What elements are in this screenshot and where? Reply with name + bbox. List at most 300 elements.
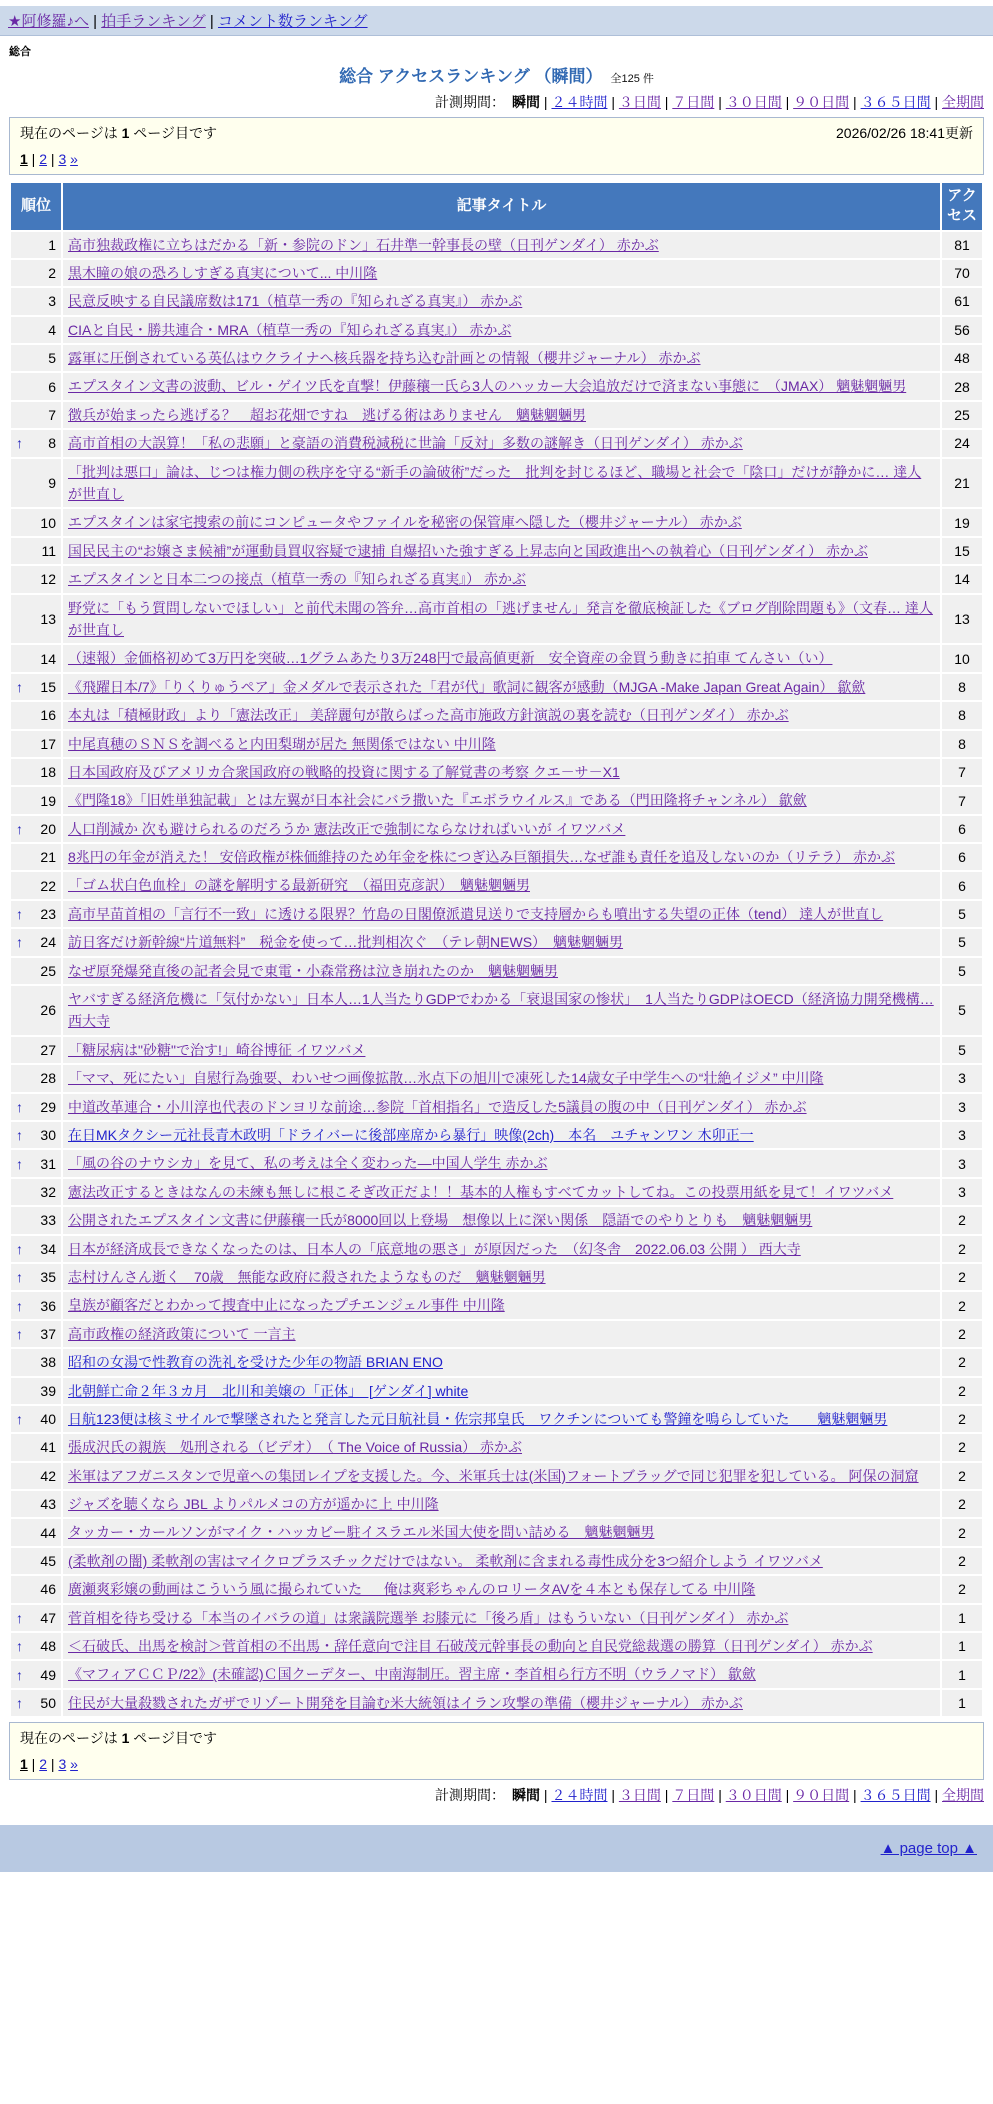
table-row [10, 1036, 983, 1064]
rank-cell [10, 1064, 62, 1092]
access-count: 81 [941, 231, 983, 259]
access-count: 1 [941, 1689, 983, 1717]
table-row [10, 1632, 983, 1660]
page-title: 総合 アクセスランキング （瞬間） [339, 67, 603, 86]
article-link[interactable]: 中尾真穂のＳＮＳを調べると内田梨瑚が居た 無関係ではない 中川隆 [68, 735, 496, 752]
access-count: 8 [941, 730, 983, 758]
rank-up-icon: ↑ [16, 1609, 23, 1626]
rank-number: 29 [40, 1098, 56, 1115]
rank-up-icon: ↑ [16, 1098, 23, 1115]
table-row [10, 758, 983, 786]
period-link[interactable]: 全期間 [942, 1787, 984, 1804]
rank-number: 17 [40, 735, 56, 752]
article-link[interactable]: 「批判は悪口」論は、じつは権力側の秩序を守る“新手の論破術”だった 批判を封じるほど、職場と社会で「陰口」だけが静かに… 達人が世直し [68, 463, 922, 503]
rank-number: 20 [40, 820, 56, 837]
article-link[interactable]: CIAと自民・勝共連合・MRA（植草一秀の『知られざる真実』） 赤かぶ [68, 321, 512, 338]
rank-up-icon: ↑ [16, 1325, 23, 1342]
rank-up-icon: ↑ [16, 934, 23, 951]
title-cell [62, 1632, 941, 1660]
top-nav [0, 6, 993, 36]
access-count: 70 [941, 259, 983, 287]
article-link[interactable]: 日本国政府及びアメリカ合衆国政府の戦略的投資に関する了解覚書の考察 クエ－サ－X1 [68, 763, 620, 780]
title-cell [62, 1149, 941, 1177]
article-link[interactable]: 《門隆18》「旧姓単独記載」とは左翼が日本社会にバラ撒いた『エボラウイルス』である（門田隆将チャンネル） 歙歛 [68, 792, 807, 809]
access-count: 1 [941, 1632, 983, 1660]
rank-number: 37 [40, 1325, 56, 1342]
access-count: 3 [941, 1093, 983, 1121]
separator: | [27, 151, 40, 167]
nav-link[interactable]: 拍手ランキング [101, 13, 206, 30]
title-cell [62, 344, 941, 372]
article-link[interactable]: 8兆円の年金が消えた！ 安倍政権が株価維持のため年金を株につぎ込み巨額損失…なぜ誰も責任を追及しないのか（リテラ） 赤かぶ [68, 849, 896, 866]
title-column-header: 記事タイトル [62, 182, 941, 231]
access-count: 13 [941, 594, 983, 645]
pagination [20, 1756, 973, 1772]
title-cell [62, 1405, 941, 1433]
title-cell [62, 1490, 941, 1518]
title-cell [62, 1291, 941, 1319]
separator: | [540, 94, 552, 110]
period-current: 瞬間 [512, 1787, 541, 1804]
article-link[interactable]: 国民民主の“お嬢さま候補”が運動員買収容疑で逮捕 自爆招いた強すぎる上昇志向と国政進出への執着心（日刊ゲンダイ） 赤かぶ [68, 542, 868, 559]
access-count: 28 [941, 372, 983, 400]
rank-number: 1 [48, 236, 56, 253]
table-row [10, 594, 983, 645]
article-link[interactable]: 日本が経済成長できなくなったのは、日本人の「底意地の悪さ」が原因だった （幻冬舎 2022.06.03 公開 ） 西大寺 [68, 1240, 801, 1257]
title-cell [62, 1660, 941, 1688]
table-row [10, 701, 983, 729]
access-count: 25 [941, 401, 983, 429]
period-link[interactable]: ２４時間 [551, 94, 608, 110]
separator: | [27, 1756, 40, 1773]
article-link[interactable]: 黒木瞳の娘の恐ろしすぎる真実について... 中川隆 [68, 264, 378, 281]
title-cell [62, 1093, 941, 1121]
rank-cell [10, 843, 62, 871]
separator: | [930, 1787, 942, 1804]
access-count: 48 [941, 344, 983, 372]
separator: | [660, 94, 673, 110]
rank-number: 48 [40, 1638, 56, 1655]
title-cell [62, 1064, 941, 1092]
article-link[interactable]: 高市独裁政権に立ちはだかる「新・参院のドン」石井準一幹事長の壁（日刊ゲンダイ） 赤かぶ [68, 236, 659, 253]
rank-up-icon: ↑ [16, 1666, 23, 1683]
table-row [10, 1291, 983, 1319]
article-link[interactable]: 高市早苗首相の「言行不一致」に透ける限界？竹島の日閣僚派遣見送りで支持層からも噴出する失望の正体（tend） 達人が世直し [68, 905, 884, 922]
rank-up-icon: ↑ [16, 820, 23, 837]
article-link[interactable]: タッカー・カールソンがマイク・ハッカビー駐イスラエル米国大使を問い詰める 魑魅魍魎男 [68, 1524, 655, 1541]
rank-number: 46 [40, 1581, 56, 1598]
table-row [10, 429, 983, 457]
table-row [10, 1377, 983, 1405]
pagination-link[interactable]: 3 [58, 151, 67, 167]
article-link[interactable]: 在日MKタクシー元社長青木政明「ドライバーに後部座席から暴行」映像(2ch) 本名 ユチャンワン 木卯正一 [68, 1127, 754, 1143]
rank-up-icon: ↑ [16, 435, 23, 452]
period-link[interactable]: ３日間 [618, 1787, 661, 1804]
article-link[interactable]: 本丸は「積極財政」より「憲法改正」 美辞麗句が散らばった高市施政方針演説の裏を読む（日刊ゲンダイ） 赤かぶ [68, 707, 789, 724]
article-link[interactable]: ジャズを聴くなら JBL よりパルメコの方が遥かに上 中川隆 [68, 1496, 439, 1513]
period-link[interactable]: ３日間 [618, 94, 661, 110]
period-link[interactable]: ２４時間 [551, 1787, 608, 1804]
pagination-link[interactable]: 2 [39, 1756, 48, 1773]
rank-up-icon: ↑ [16, 1638, 23, 1655]
title-cell [62, 730, 941, 758]
rank-number: 25 [40, 962, 56, 979]
article-link[interactable]: 北朝鮮亡命２年３カ月 北川和美嬢の「正体」 [ゲンダイ] white [68, 1382, 469, 1399]
rank-cell [10, 871, 62, 899]
table-row [10, 1689, 983, 1717]
table-row [10, 287, 983, 315]
pagination-next-link[interactable]: » [70, 1756, 78, 1773]
article-link[interactable]: 高市政権の経済政策について 一言主 [68, 1325, 296, 1342]
table-row [10, 1263, 983, 1291]
rank-cell [10, 316, 62, 344]
article-link[interactable]: 露軍に圧倒されている英仏はウクライナへ核兵器を持ち込む計画との情報（櫻井ジャーナル） 赤かぶ [68, 350, 701, 367]
rank-number: 30 [40, 1127, 56, 1144]
title-cell [62, 1178, 941, 1206]
table-row [10, 1462, 983, 1490]
article-link[interactable]: 日航123便は核ミサイルで撃墜されたと発言した元日航社員・佐宗邦皇氏 ワクチンについても警鐘を鳴らしていた 魑魅魍魎男 [68, 1410, 888, 1427]
title-cell [62, 1121, 941, 1149]
rank-number: 27 [40, 1042, 56, 1059]
rank-number: 2 [48, 265, 56, 282]
period-link[interactable]: ３０日間 [725, 94, 782, 110]
period-link[interactable]: ７日間 [672, 94, 715, 110]
period-link[interactable]: ３０日間 [725, 1787, 782, 1804]
rank-cell [10, 786, 62, 814]
article-link[interactable]: ヤバすぎる経済危機に「気付かない」日本人…1人当たりGDPでわかる「衰退国家の惨状」 1人当たりGDPはOECD（経済協力開発機構… 西大寺 [68, 991, 934, 1030]
table-row [10, 259, 983, 287]
article-link[interactable]: なぜ原発爆発直後の記者会見で東電・小森常務は泣き崩れたのか 魑魅魍魎男 [68, 962, 558, 979]
article-link[interactable]: 「ママ、死にたい」自慰行為強要、わいせつ画像拡散…氷点下の旭川で凍死した14歳女子中学生への“壮絶イジメ” 中川隆 [68, 1070, 824, 1087]
pagination-current: 1 [20, 151, 28, 167]
separator: | [714, 94, 726, 110]
article-link[interactable]: 張成沢氏の親族 処刑される（ビデオ） （ The Voice of Russia） 赤かぶ [68, 1439, 523, 1456]
rank-cell [10, 758, 62, 786]
separator: | [714, 1787, 726, 1804]
rank-up-icon: ↑ [16, 1695, 23, 1711]
nav-link[interactable]: コメント数ランキング [217, 13, 368, 30]
rank-cell [10, 1518, 62, 1546]
rank-cell [10, 259, 62, 287]
period-link[interactable]: ３６５日間 [860, 1787, 931, 1804]
table-row [10, 1405, 983, 1433]
article-link[interactable]: 菅首相を待ち受ける「本当のイバラの道」は衆議院選挙 お膝元に「後ろ盾」はもういない（日刊ゲンダイ） 赤かぶ [68, 1609, 789, 1626]
table-row [10, 957, 983, 985]
rank-up-icon: ↑ [16, 1411, 23, 1428]
access-count: 2 [941, 1291, 983, 1319]
rank-number: 50 [40, 1695, 56, 1711]
table-row [10, 537, 983, 565]
title-cell [62, 871, 941, 899]
separator: | [930, 94, 942, 110]
page-title-row [9, 62, 984, 87]
rank-cell [10, 1575, 62, 1603]
period-link[interactable]: ９０日間 [793, 94, 850, 110]
title-cell [62, 537, 941, 565]
current-page-row [20, 1728, 973, 1748]
title-cell [62, 594, 941, 645]
nav-link[interactable]: ★阿修羅♪へ [8, 13, 89, 30]
access-count: 1 [941, 1660, 983, 1688]
access-count: 6 [941, 843, 983, 871]
rank-number: 14 [40, 650, 56, 667]
article-link[interactable]: ＜石破氏、出馬を検討＞菅首相の不出馬・辞任意向で注目 石破茂元幹事長の動向と自民党総裁選の勝算（日刊ゲンダイ） 赤かぶ [68, 1638, 873, 1655]
rank-up-icon: ↑ [16, 1155, 23, 1172]
pagination-link[interactable]: 3 [58, 1756, 67, 1773]
rank-number: 49 [40, 1666, 56, 1683]
period-link[interactable]: ９０日間 [793, 1787, 850, 1804]
article-link[interactable]: 「ゴム状白色血栓」の謎を解明する最新研究 （福田克彦訳） 魑魅魍魎男 [68, 877, 530, 894]
separator: | [607, 1787, 619, 1804]
rank-number: 22 [40, 877, 56, 894]
title-cell [62, 1348, 941, 1376]
title-cell [62, 316, 941, 344]
title-cell [62, 957, 941, 985]
rank-cell [10, 928, 62, 956]
rank-cell [10, 537, 62, 565]
title-cell [62, 1377, 941, 1405]
rank-number: 44 [40, 1524, 56, 1541]
rank-cell [10, 1604, 62, 1632]
rank-cell [10, 1320, 62, 1348]
rank-cell [10, 1235, 62, 1263]
access-count: 14 [941, 565, 983, 593]
access-count: 2 [941, 1518, 983, 1546]
table-row [10, 871, 983, 899]
article-link[interactable]: 住民が大量殺戮されたガザでリゾート開発を目論む米大統領はイラン攻撃の準備（櫻井ジャーナル） 赤かぶ [68, 1694, 743, 1711]
access-count: 21 [941, 458, 983, 509]
title-cell [62, 508, 941, 536]
rank-cell [10, 673, 62, 701]
rank-column-header: 順位 [10, 182, 62, 231]
separator: | [849, 1787, 861, 1804]
rank-up-icon: ↑ [16, 1127, 23, 1144]
article-link[interactable]: 民意反映する自民議席数は171（植草一秀の『知られざる真実』） 赤かぶ [68, 293, 523, 310]
table-row [10, 565, 983, 593]
table-row [10, 1178, 983, 1206]
access-count: 2 [941, 1547, 983, 1575]
table-row [10, 1149, 983, 1177]
article-link[interactable]: エプスタインは家宅捜索の前にコンピュータやファイルを秘密の保管庫へ隠した（櫻井ジャーナル） 赤かぶ [68, 514, 742, 531]
pagination-current: 1 [20, 1756, 28, 1773]
access-count: 2 [941, 1490, 983, 1518]
access-count: 61 [941, 287, 983, 315]
article-link[interactable]: 廣瀬爽彩嬢の動画はこういう風に撮られていた ＿ 俺は爽彩ちゃんのロリータAVを４本とも保存してる 中川隆 [68, 1581, 756, 1598]
article-link[interactable]: 志村けんさん逝く 70歳 無能な政府に殺されたようなものだ 魑魅魍魎男 [68, 1268, 546, 1285]
title-cell [62, 458, 941, 509]
access-count: 8 [941, 673, 983, 701]
article-link[interactable]: 皇族が顧客だとわかって捜査中止になったプチエンジェル事件 中川隆 [68, 1297, 505, 1314]
article-link[interactable]: （速報）金価格初めて3万円を突破…1グラムあたり3万248円で最高値更新 安全資産の金買う動きに拍車 てんさい（い） [68, 650, 833, 667]
title-cell [62, 815, 941, 843]
access-count: 5 [941, 900, 983, 928]
access-count: 2 [941, 1377, 983, 1405]
page-top-link[interactable]: ▲ page top ▲ [880, 1840, 977, 1858]
access-count: 2 [941, 1462, 983, 1490]
access-column-header: アクセス [941, 182, 983, 231]
title-cell [62, 786, 941, 814]
rank-cell [10, 594, 62, 645]
title-cell [62, 1604, 941, 1632]
title-cell [62, 1547, 941, 1575]
article-link[interactable]: 憲法改正するときはなんの未練も無しに根こそぎ改正だよ！！基本的人権もすべてカットしてね。この投票用紙を見て！イワツバメ [68, 1183, 894, 1200]
article-link[interactable]: 野党に「もう質問しないでほしい」と前代未聞の答弁…高市首相の「逃げません」発言を徹底検証した《ブログ削除問題も》（文春… 達人が世直し [68, 599, 933, 638]
article-link[interactable]: エプスタイン文書の波動、ビル・ゲイツ氏を直撃！伊藤穰一氏ら3人のハッカー大会追放だけで済まない事態に （JMAX） 魑魅魍魎男 [68, 378, 907, 395]
access-count: 3 [941, 1178, 983, 1206]
rank-number: 40 [40, 1411, 56, 1428]
rank-number: 35 [40, 1269, 56, 1286]
current-page-text: 現在のページは 1 ページ目です [20, 1730, 218, 1747]
total-count: 全125 件 [610, 73, 654, 85]
table-row [10, 1121, 983, 1149]
table-row [10, 644, 983, 672]
title-cell [62, 1263, 941, 1291]
table-row [10, 815, 983, 843]
article-link[interactable]: 高市首相の大誤算！「私の悲願」と豪語の消費税減税に世論「反対」多数の謎解き（日刊ゲンダイ） 赤かぶ [68, 435, 743, 452]
rank-cell [10, 231, 62, 259]
title-cell [62, 231, 941, 259]
ranking-table [9, 181, 984, 1718]
title-cell [62, 287, 941, 315]
article-link[interactable]: 公開されたエプスタイン文書に伊藤穰一氏が8000回以上登場 想像以上に深い関係 隠語でのやりとりも 魑魅魍魎男 [68, 1212, 813, 1229]
article-link[interactable]: エプスタインと日本二つの接点（植草一秀の『知られざる真実』） 赤かぶ [68, 571, 527, 588]
table-row [10, 401, 983, 429]
rank-number: 18 [40, 764, 56, 781]
rank-up-icon: ↑ [16, 906, 23, 923]
rank-cell [10, 565, 62, 593]
access-count: 2 [941, 1263, 983, 1291]
access-count: 2 [941, 1235, 983, 1263]
period-label: 計測期間： [435, 1787, 513, 1804]
rank-number: 41 [40, 1439, 56, 1456]
rank-number: 4 [48, 321, 56, 338]
rank-cell [10, 1149, 62, 1177]
article-link[interactable]: 徴兵が始まったら逃げる？ 超お花畑ですね 逃げる術はありません 魑魅魍魎男 [68, 406, 586, 423]
title-cell [62, 644, 941, 672]
updated-timestamp: 2026/02/26 18:41更新 [836, 125, 973, 141]
table-row [10, 1348, 983, 1376]
article-link[interactable]: 人口削減か 次も避けられるのだろうか 憲法改正で強制にならなければいいが イワツバメ [68, 820, 626, 837]
title-cell [62, 701, 941, 729]
article-link[interactable]: (柔軟剤の闇) 柔軟剤の害はマイクロプラスチックだけではない。 柔軟剤に含まれる毒性成分を3つ紹介しよう イワツバメ [68, 1552, 823, 1569]
period-link[interactable]: ３６５日間 [860, 94, 931, 110]
rank-cell [10, 1178, 62, 1206]
title-cell [62, 1433, 941, 1461]
rank-cell [10, 458, 62, 509]
rank-number: 12 [40, 571, 56, 588]
article-link[interactable]: 《飛躍日本/7》「りくりゅうペア」金メダルで表示された「君が代」歌詞に観客が感動（MJGA -Make Japan Great Again） 歙歛 [68, 678, 866, 695]
article-link[interactable]: 昭和の女湯で性教育の洗礼を受けた少年の物語 BRIAN ENO [68, 1354, 443, 1371]
main-content [0, 43, 993, 1805]
current-page-text: 現在のページは 1 ページ目です [20, 125, 218, 141]
access-count: 10 [941, 644, 983, 672]
table-row [10, 730, 983, 758]
rank-cell [10, 815, 62, 843]
article-link[interactable]: 訪日客だけ新幹線“片道無料” 税金を使って…批判相次ぐ （テレ朝NEWS） 魑魅魍魎男 [68, 934, 624, 951]
table-row [10, 1575, 983, 1603]
title-cell [62, 928, 941, 956]
table-row [10, 231, 983, 259]
rank-cell [10, 1291, 62, 1319]
rank-cell [10, 372, 62, 400]
table-row [10, 1547, 983, 1575]
table-row [10, 673, 983, 701]
article-link[interactable]: 中道改革連合・小川淳也代表のドンヨリな前途…参院「首相指名」で造反した5議員の腹の中（日刊ゲンダイ） 赤かぶ [68, 1098, 807, 1115]
access-count: 3 [941, 1149, 983, 1177]
page-info-box-bottom [9, 1722, 984, 1780]
pagination [20, 151, 973, 167]
rank-number: 47 [40, 1609, 56, 1626]
title-cell [62, 429, 941, 457]
pagination-link[interactable]: 2 [39, 151, 48, 167]
rank-number: 21 [40, 849, 56, 866]
period-label: 計測期間： [435, 94, 513, 110]
article-link[interactable]: 「風の谷のナウシカ」を見て、私の考えは全く変わった―中国人学生 赤かぶ [68, 1155, 548, 1172]
table-row [10, 786, 983, 814]
separator: | [88, 13, 102, 30]
rank-number: 19 [40, 792, 56, 809]
separator: | [47, 1756, 59, 1773]
period-link[interactable]: ７日間 [672, 1787, 715, 1804]
access-count: 5 [941, 928, 983, 956]
rank-number: 10 [40, 514, 56, 531]
table-row [10, 985, 983, 1036]
rank-number: 34 [40, 1240, 56, 1257]
rank-number: 11 [41, 542, 56, 559]
separator: | [47, 151, 59, 167]
title-cell [62, 758, 941, 786]
rank-cell [10, 287, 62, 315]
separator: | [781, 1787, 794, 1804]
separator: | [607, 94, 619, 110]
rank-number: 9 [48, 475, 56, 492]
title-cell [62, 843, 941, 871]
rank-number: 16 [40, 707, 56, 724]
separator: | [540, 1787, 552, 1804]
title-cell [62, 1320, 941, 1348]
period-link[interactable]: 全期間 [942, 94, 984, 110]
access-count: 2 [941, 1433, 983, 1461]
title-cell [62, 1575, 941, 1603]
table-row [10, 1433, 983, 1461]
rank-cell [10, 730, 62, 758]
rank-number: 26 [40, 1002, 56, 1019]
period-bar-top [9, 92, 984, 112]
rank-cell [10, 985, 62, 1036]
pagination-next-link[interactable]: » [70, 151, 78, 167]
period-current: 瞬間 [512, 94, 541, 110]
table-row [10, 1235, 983, 1263]
rank-up-icon: ↑ [16, 1269, 23, 1286]
rank-up-icon: ↑ [16, 1297, 23, 1314]
current-page-row [20, 123, 973, 143]
title-cell [62, 1235, 941, 1263]
table-row [10, 843, 983, 871]
article-link[interactable]: 《マフィアＣＣＰ/22》(未確認)Ｃ国クーデター、中南海制圧。習主席・李首相ら行方不明（ウラノマド） 歙歛 [68, 1666, 756, 1683]
article-link[interactable]: 「糖尿病は"砂糖"で治す!」崎谷博征 イワツバメ [68, 1041, 366, 1058]
rank-cell [10, 1462, 62, 1490]
title-cell [62, 1689, 941, 1717]
rank-cell [10, 644, 62, 672]
separator: | [205, 13, 218, 30]
table-row [10, 1093, 983, 1121]
rank-up-icon: ↑ [16, 678, 23, 695]
access-count: 3 [941, 1064, 983, 1092]
article-link[interactable]: 米軍はアフガニスタンで児童への集団レイプを支援した。今、米軍兵士は(米国)フォートブラッグで同じ犯罪を犯している。 阿保の洞窟 [68, 1467, 919, 1484]
rank-cell [10, 1405, 62, 1433]
rank-cell [10, 1206, 62, 1234]
rank-cell [10, 429, 62, 457]
